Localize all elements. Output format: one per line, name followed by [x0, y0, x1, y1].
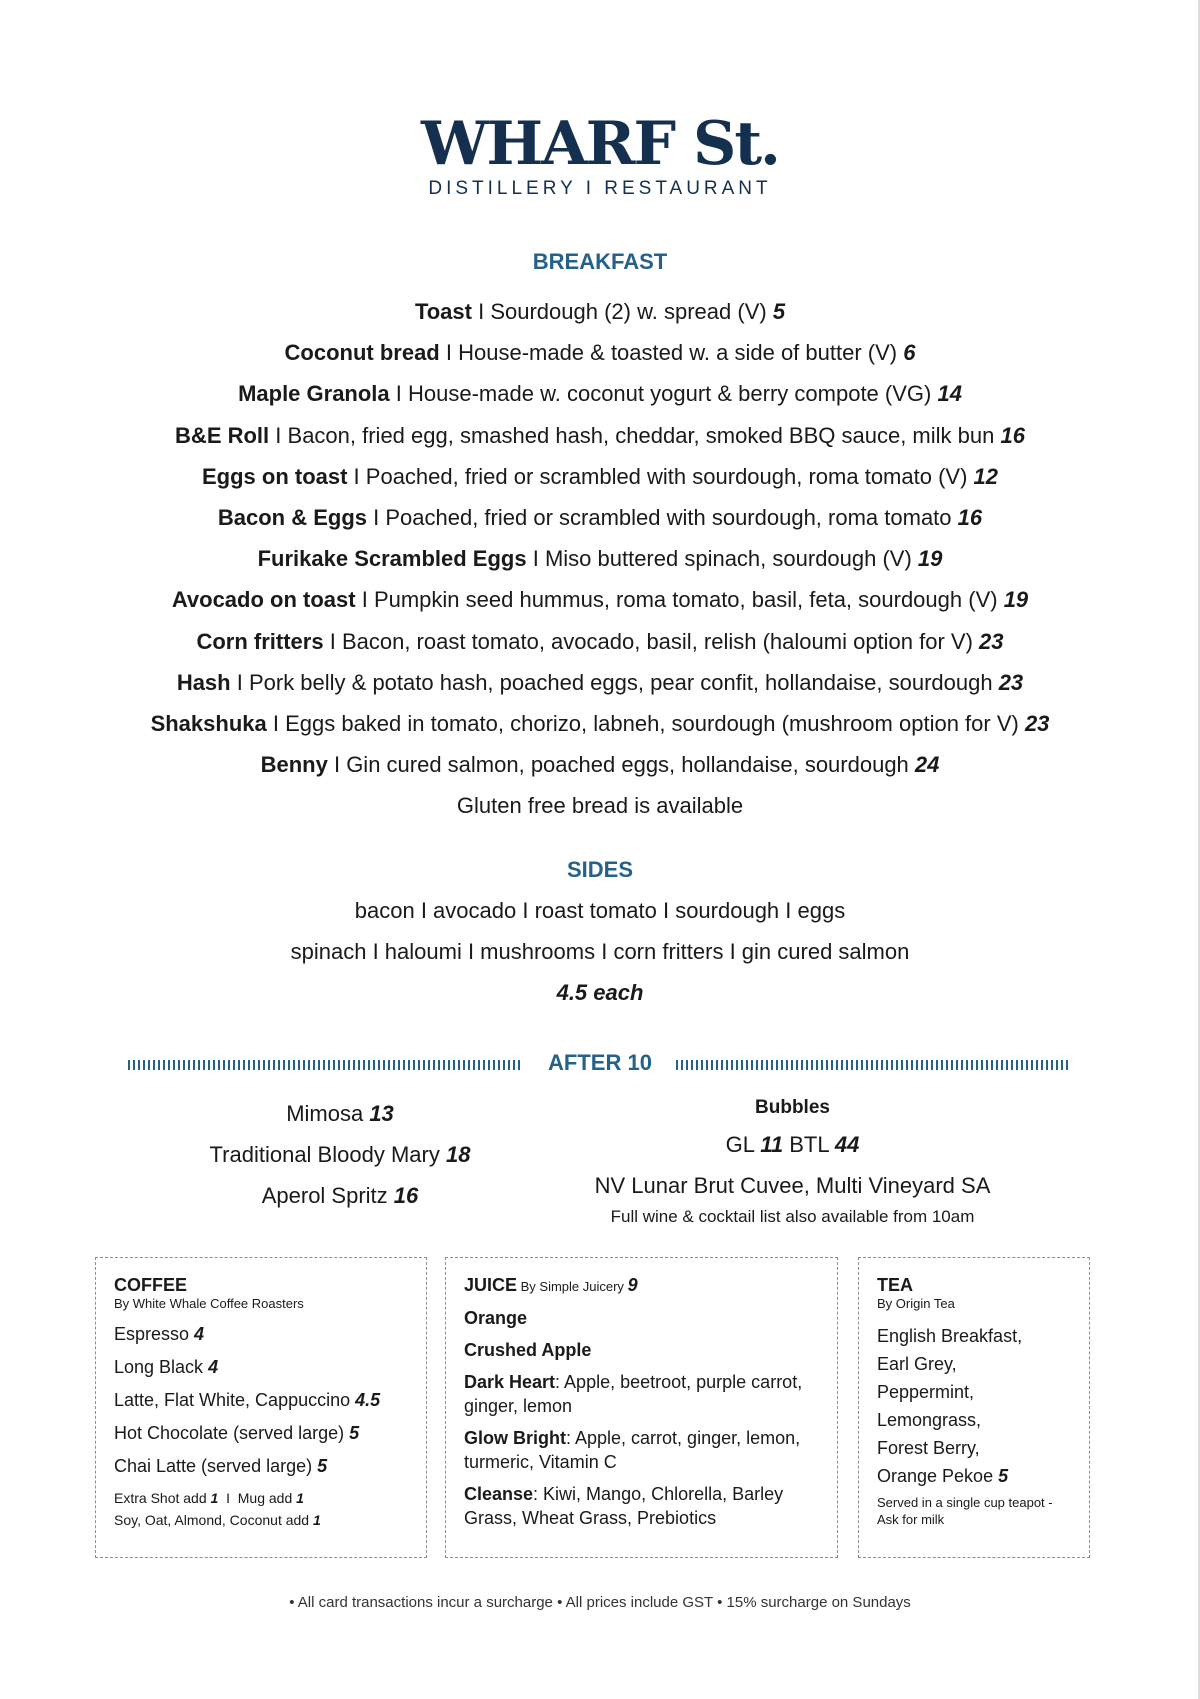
coffee-price: 4 — [208, 1357, 219, 1377]
wine-list-note: Full wine & cocktail list also available from 10am — [610, 1207, 975, 1226]
juice-item — [464, 1370, 819, 1418]
juice-item — [464, 1338, 819, 1362]
dish-name: Maple Granola — [238, 381, 390, 407]
sides-price: 4.5 each — [556, 980, 644, 1006]
juice-name: Glow Bright — [464, 1428, 566, 1448]
dish-separator: I — [367, 505, 386, 531]
tea-item — [877, 1322, 1071, 1350]
coffee-item — [114, 1318, 408, 1351]
dish-description: House-made & toasted w. a side of butter (V) — [458, 340, 904, 366]
dish-name: Corn fritters — [196, 628, 324, 654]
dish-price: 12 — [973, 463, 998, 489]
drink-price: 13 — [369, 1101, 394, 1126]
bubbles-wine: NV Lunar Brut Cuvee, Multi Vineyard SA — [594, 1173, 991, 1198]
tea-item — [877, 1462, 1071, 1490]
dish-description: Pumpkin seed hummus, roma tomato, basil, feta, sourdough (V) — [373, 587, 1004, 613]
gl-price: 11 — [760, 1132, 784, 1157]
dish-name: Coconut bread — [284, 340, 440, 366]
breakfast-title: BREAKFAST — [532, 249, 668, 274]
coffee-price: 4 — [194, 1324, 205, 1344]
breakfast-item — [0, 456, 1200, 497]
alt-milk-label: Soy, Oat, Almond, Coconut add — [114, 1512, 313, 1528]
juice-name: Cleanse — [464, 1484, 534, 1504]
juice-description: : Apple, carrot, ginger, lemon, turmeric, Vitamin C — [464, 1428, 801, 1472]
breakfast-item — [0, 373, 1200, 414]
breakfast-item — [0, 332, 1200, 373]
breakfast-item — [0, 538, 1200, 579]
dish-name: Furikake Scrambled Eggs — [257, 546, 527, 572]
dish-price: 16 — [1000, 422, 1025, 448]
gluten-free-note: Gluten free bread is available — [456, 793, 744, 819]
coffee-name: Hot Chocolate (served large) — [114, 1423, 350, 1443]
coffee-extra-line-1 — [114, 1487, 408, 1509]
dish-price: 19 — [1003, 587, 1029, 613]
juice-name: Crushed Apple — [464, 1340, 592, 1360]
coffee-name: Latte, Flat White, Cappuccino — [114, 1390, 356, 1410]
tea-name: Lemongrass, — [877, 1410, 982, 1430]
breakfast-item — [0, 579, 1200, 620]
coffee-item — [114, 1417, 408, 1450]
dish-description: Sourdough (2) w. spread (V) — [490, 299, 773, 324]
dish-separator: I — [355, 587, 374, 613]
juice-description: : Kiwi, Mango, Chlorella, Barley Grass, Wheat Grass, Prebiotics — [464, 1484, 784, 1528]
juice-price: 9 — [627, 1275, 638, 1295]
btl-label: BTL — [783, 1132, 835, 1157]
dish-name: Toast — [414, 299, 472, 324]
dish-separator: I — [471, 299, 491, 324]
breakfast-list — [0, 291, 1200, 827]
dish-name: Eggs on toast — [201, 463, 348, 489]
after10-header — [0, 1050, 1200, 1090]
tea-item — [877, 1434, 1071, 1462]
footer-note: • All card transactions incur a surcharge • All prices include GST • 15% surcharge on Sundays — [289, 1594, 911, 1611]
dish-description: Bacon, roast tomato, avocado, basil, relish (haloumi option for V) — [341, 628, 980, 654]
tea-name: English Breakfast, — [877, 1326, 1023, 1346]
dish-separator: I — [230, 669, 249, 695]
coffee-roaster: By White Whale Coffee Roasters — [114, 1296, 304, 1311]
juice-title: JUICE — [464, 1275, 518, 1295]
tea-name: Earl Grey, — [877, 1354, 957, 1374]
tea-item — [877, 1406, 1071, 1434]
dish-description: Bacon, fried egg, smashed hash, cheddar, smoked BBQ sauce, milk bun — [287, 422, 1001, 448]
dish-separator: I — [266, 711, 286, 737]
dish-separator: I — [327, 752, 347, 778]
sides-line-1: bacon I avocado I roast tomato I sourdough I eggs — [354, 898, 846, 923]
dish-name: Hash — [176, 669, 231, 695]
dish-name: Bacon & Eggs — [217, 505, 367, 531]
mug-price: 1 — [296, 1490, 304, 1506]
juice-item — [464, 1426, 819, 1474]
extra-separator: I — [218, 1490, 238, 1506]
breakfast-item — [0, 415, 1200, 456]
juice-item — [464, 1482, 819, 1530]
dish-separator: I — [347, 463, 366, 489]
tea-item — [877, 1350, 1071, 1378]
dish-price: 14 — [937, 381, 962, 407]
bubbles-panel — [540, 1093, 1045, 1229]
tea-note: Served in a single cup teapot - Ask for milk — [877, 1495, 1053, 1527]
dish-separator: I — [439, 340, 459, 366]
tea-price: 5 — [998, 1466, 1009, 1486]
drink-name: Aperol Spritz — [261, 1183, 394, 1208]
mug-label: Mug add — [237, 1490, 297, 1506]
bubbles-title: Bubbles — [755, 1097, 830, 1118]
dish-price: 16 — [957, 505, 983, 531]
coffee-name: Long Black — [114, 1357, 209, 1377]
sides-title: SIDES — [566, 857, 634, 882]
coffee-title: COFFEE — [114, 1275, 188, 1295]
tea-name: Peppermint, — [877, 1382, 975, 1402]
drink-name: Traditional Bloody Mary — [209, 1142, 446, 1167]
extra-shot-label: Extra Shot add — [114, 1490, 211, 1506]
tea-box — [858, 1257, 1090, 1558]
bubbles-prices — [540, 1123, 1045, 1167]
dish-price: 19 — [917, 546, 943, 572]
dish-price: 23 — [1024, 711, 1050, 737]
juice-item — [464, 1306, 819, 1330]
tea-name: Orange Pekoe — [877, 1466, 999, 1486]
tea-supplier: By Origin Tea — [877, 1296, 955, 1311]
dish-name: Avocado on toast — [171, 587, 356, 613]
breakfast-item — [0, 744, 1200, 785]
after10-title: AFTER 10 — [548, 1050, 652, 1075]
coffee-item — [114, 1351, 408, 1384]
dish-price: 23 — [979, 628, 1004, 654]
juice-name: Dark Heart — [464, 1372, 556, 1392]
restaurant-logo — [0, 109, 1200, 200]
coffee-name: Chai Latte (served large) — [114, 1456, 318, 1476]
juice-name: Orange — [464, 1308, 528, 1328]
dish-name: Benny — [260, 752, 328, 778]
dish-description: House-made w. coconut yogurt & berry compote (VG) — [408, 381, 938, 407]
logo-subtitle: DISTILLERY I RESTAURANT — [428, 178, 772, 199]
sides-line-2: spinach I haloumi I mushrooms I corn fritters I gin cured salmon — [290, 939, 910, 965]
tea-name: Forest Berry, — [877, 1438, 980, 1458]
dish-price: 23 — [998, 669, 1024, 695]
drink-name: Mimosa — [286, 1101, 370, 1126]
tea-item — [877, 1378, 1071, 1406]
breakfast-item — [0, 497, 1200, 538]
btl-price: 44 — [834, 1132, 860, 1157]
after10-drink — [190, 1134, 490, 1175]
breakfast-item — [0, 291, 1200, 332]
coffee-name: Espresso — [114, 1324, 195, 1344]
dish-description: Miso buttered spinach, sourdough (V) — [544, 546, 918, 572]
coffee-extras — [114, 1487, 408, 1531]
dish-price: 6 — [903, 340, 916, 366]
after10-drinks — [190, 1093, 490, 1216]
dish-description: Eggs baked in tomato, chorizo, labneh, sourdough (mushroom option for V) — [285, 711, 1025, 737]
dish-price: 5 — [772, 299, 786, 324]
dish-description: Pork belly & potato hash, poached eggs, pear confit, hollandaise, sourdough — [248, 669, 999, 695]
after10-drink — [190, 1093, 490, 1134]
coffee-price: 5 — [349, 1423, 360, 1443]
juice-supplier: By Simple Juicery — [517, 1279, 628, 1294]
coffee-item — [114, 1384, 408, 1417]
coffee-price: 5 — [317, 1456, 328, 1476]
logo-title: WHARF St. — [421, 109, 779, 179]
dish-separator: I — [389, 381, 408, 407]
coffee-box — [95, 1257, 427, 1558]
dish-price: 24 — [914, 752, 940, 778]
alt-milk-price: 1 — [312, 1512, 321, 1528]
coffee-extra-line-2 — [114, 1509, 408, 1531]
coffee-items — [114, 1318, 408, 1483]
dish-description: Poached, fried or scrambled with sourdough, roma tomato — [385, 505, 958, 531]
juice-box — [445, 1257, 838, 1558]
coffee-item — [114, 1450, 408, 1483]
sides-list — [0, 890, 1200, 1014]
breakfast-item — [0, 621, 1200, 662]
after10-drink — [190, 1175, 490, 1216]
juice-header — [464, 1274, 819, 1298]
dish-separator: I — [323, 628, 342, 654]
dish-description: Gin cured salmon, poached eggs, hollandaise, sourdough — [346, 752, 915, 778]
juice-description: : Apple, beetroot, purple carrot, ginger, lemon — [464, 1372, 803, 1416]
dish-separator: I — [526, 546, 545, 572]
drink-price: 18 — [445, 1142, 471, 1167]
drink-price: 16 — [393, 1183, 419, 1208]
tea-title: TEA — [877, 1275, 913, 1295]
dish-description: Poached, fried or scrambled with sourdough, roma tomato (V) — [365, 463, 974, 489]
dish-name: B&E Roll — [175, 422, 270, 448]
dish-name: Shakshuka — [150, 711, 267, 737]
dish-separator: I — [269, 422, 288, 448]
gl-label: GL — [725, 1132, 761, 1157]
extra-shot-price: 1 — [210, 1490, 219, 1506]
breakfast-item — [0, 662, 1200, 703]
coffee-price: 4.5 — [355, 1390, 381, 1410]
breakfast-item — [0, 703, 1200, 744]
juice-items — [464, 1306, 819, 1530]
tea-list — [877, 1322, 1071, 1490]
